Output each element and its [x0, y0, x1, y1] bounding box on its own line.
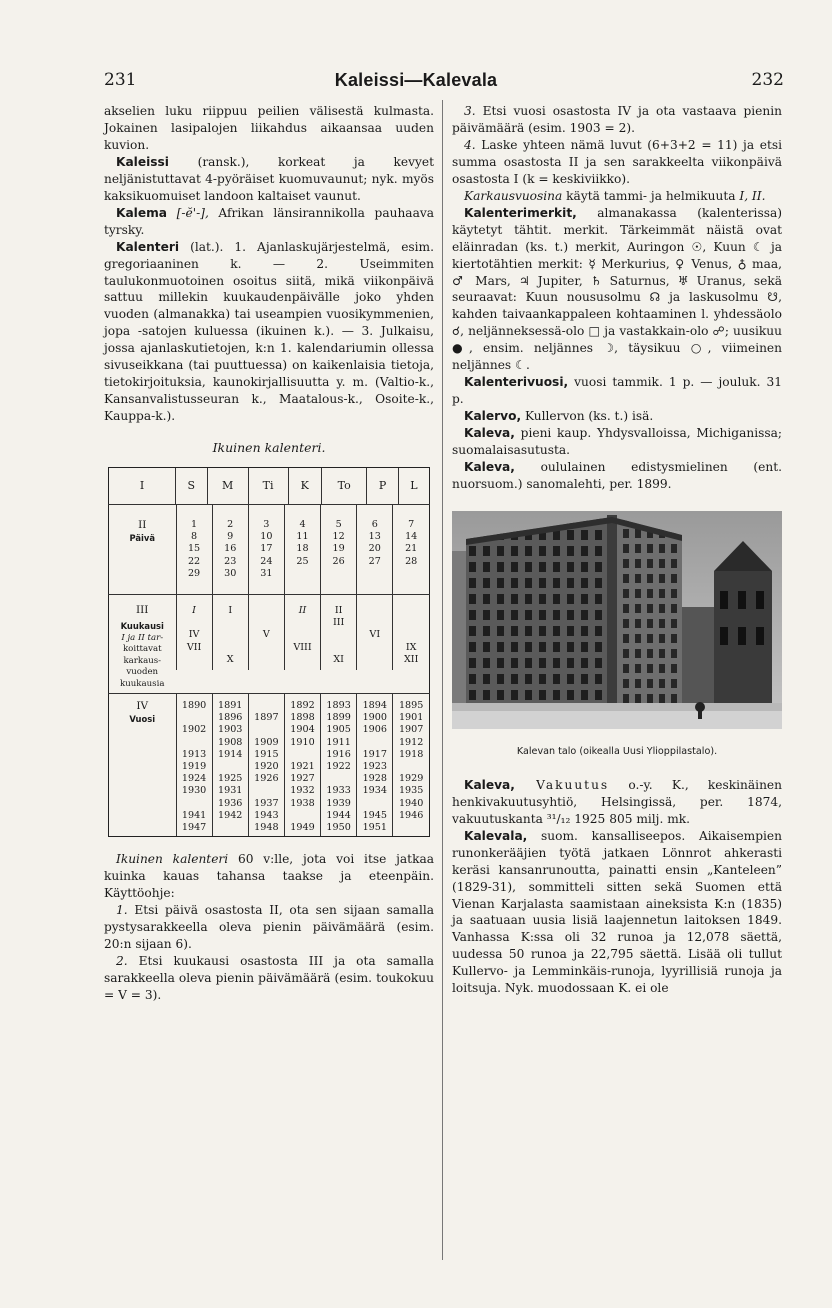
table-cell: 1926 — [248, 773, 284, 785]
table-cell: 13 — [357, 531, 393, 543]
page-number-left: 231 — [104, 70, 137, 90]
years-row — [176, 798, 429, 810]
table-cell — [393, 617, 429, 629]
months-row — [176, 642, 429, 654]
perpetual-calendar-table — [108, 467, 430, 837]
table-cell: 1914 — [212, 749, 248, 761]
section-sublabel: kuukausia — [120, 678, 165, 689]
entry-term: Kaleissi — [116, 154, 169, 169]
entry-term: Kaleva, — [464, 460, 515, 475]
table-cell: II — [321, 595, 357, 617]
entry-text: suom. kansalliseepos. Aikaisempien runonkerääjien työtä jatkaen Lönnrot ahkerasti keräsi kansanrunoutta, painatti ensin „Kanteleen” (1829-31), sommitteli sitten sekä Suomen että Vienan Karjalasta saamistaan aineksista K:n (1835) ja saatuaan uusia lisiä laajennetun laitoksen 1849. Vanhassa K:ssa oli 32 runoa ja 12,078 säettä, uudessa 50 runoa ja 22,795 säettä. Lisää oli tullut Kullervo- ja Lemminkäis-runoja, lyyrillisiä runoja ja loitsuja. Nyk. muodossaan K. ei ole — [452, 828, 782, 996]
table-cell: 23 — [212, 556, 248, 568]
table-cell: 1927 — [284, 773, 320, 785]
table-cell: 26 — [321, 556, 357, 568]
leap-year-note — [452, 188, 782, 205]
table-cell: 1924 — [176, 773, 212, 785]
months-row — [176, 629, 429, 641]
table-cell: 1899 — [321, 712, 357, 724]
section-numeral: III — [136, 604, 149, 617]
table-cell — [321, 568, 357, 594]
table-cell: 1907 — [393, 724, 429, 736]
table-cell — [321, 642, 357, 654]
table-cell: 15 — [176, 543, 212, 555]
table-cell: 1932 — [284, 785, 320, 797]
photo-caption: Kalevan talo (oikealla Uusi Ylioppilastalo). — [516, 745, 718, 757]
table-cell: 1920 — [248, 761, 284, 773]
table-cell: 9 — [212, 531, 248, 543]
section-sublabel: vuoden — [126, 667, 159, 678]
table-cell: 1901 — [393, 712, 429, 724]
table-cell: 24 — [248, 556, 284, 568]
table-cell: 1925 — [212, 773, 248, 785]
header-cell: M — [207, 468, 248, 505]
entry-text: almanakassa (kalenterissa) käytetyt tähtit. merkit. Tärkeimmät näistä ovat eläinradan (ks. t.) merkit, Auringon ☉, Kuun ☾ ja kiertotähtien merkit: ☿ Merkurius, ♀ Venus, ♁ maa, ♂ Mars, ♃ Jupiter, ♄ Saturnus, ♅ Uranus, sekä seuraavat: Kuun noususolmu ☊ ja laskusolmu ☋, kahden taivaankappaleen kohtaaminen l. yhdessäolo ☌, neljänneksessä-olo □ ja vastakkain-olo ☍; uusikuu ●, ensim. neljännes ☽, täysikuu ○, viimeinen neljännes ☾. — [452, 205, 782, 373]
table-cell: 8 — [176, 531, 212, 543]
table-cell: 1945 — [357, 810, 393, 822]
entry-text: oululainen edistysmielinen (ent. nuorsuom.) sanomalehti, per. 1899. — [452, 460, 782, 491]
emphasis: I, II. — [739, 188, 766, 203]
table-cell: 22 — [176, 556, 212, 568]
table-cell — [357, 654, 393, 670]
section-sublabel: I ja II tar- — [121, 632, 164, 643]
entry-text: (lat.). 1. Ajanlaskujärjestelmä, esim. gregoriaaninen k. — 2. Useimmiten taulukonmuotoinen osoitus siitä, mikä viikonpäivä sattuu millekin kuukaudenpäivälle joko yhden vuoden (almanakka) tai useampien vuosikymmenien, jopa -satojen kuluessa (ikuinen k.). — 3. Julkaisu, jossa ajanlaskutietojen, k:n 1. kalendariumin ollessa sivuseikkana (tai puuttuessa) on kaikenlaisia tietoja, tietokirjoituksia, kaunokirjallisuutta y. m. (Valtio-k., Kansanvalistusseuran k., Maatalous-k., Osoite-k., Kauppa-k.). — [104, 239, 434, 424]
entry-kaleissi — [104, 154, 434, 205]
table-cell: 1910 — [284, 737, 320, 749]
table-cell: 1941 — [176, 810, 212, 822]
table-cell: V — [248, 629, 284, 641]
years-row — [176, 694, 429, 712]
table-cell: I — [212, 595, 248, 617]
entry-term: Kalenterimerkit, — [464, 205, 577, 220]
header-cell: Ti — [248, 468, 288, 505]
years-row — [176, 822, 429, 836]
table-cell: 20 — [357, 543, 393, 555]
table-cell: 25 — [284, 556, 320, 568]
table-cell: IX — [393, 642, 429, 654]
table-cell — [393, 629, 429, 641]
table-cell: VII — [176, 642, 212, 654]
table-cell — [393, 822, 429, 836]
years-grid — [176, 693, 430, 836]
table-cell — [212, 617, 248, 629]
days-row — [176, 505, 429, 531]
spaced-word: Vakuutus — [514, 777, 610, 792]
note-text: käytä tammi- ja helmikuuta — [562, 188, 740, 203]
step-number: 1. — [116, 903, 128, 918]
table-cell: 11 — [284, 531, 320, 543]
table-cell — [212, 642, 248, 654]
table-cell: 1951 — [357, 822, 393, 836]
table-cell: 1950 — [321, 822, 357, 836]
table-cell: 1912 — [393, 737, 429, 749]
step-number: 4. — [464, 137, 476, 152]
section-sublabel: Kuukausi — [120, 621, 164, 632]
table-cell: 1905 — [321, 724, 357, 736]
table-cell: VI — [357, 629, 393, 641]
table-cell: X — [212, 654, 248, 670]
table-cell: 29 — [176, 568, 212, 594]
continuation-paragraph: akselien luku riippuu peilien välisestä kulmasta. Jokainen lasipalojen liikahdus aikaansaa uuden kuvion. — [104, 104, 434, 152]
table-cell: II — [284, 595, 320, 617]
table-cell — [176, 654, 212, 670]
usage-step-1 — [104, 902, 434, 953]
entry-text: Afrikan länsirannikolla pauhaava tyrsky. — [104, 205, 434, 237]
table-cell: 1942 — [212, 810, 248, 822]
usage-step-3 — [452, 103, 782, 137]
section-label — [109, 693, 176, 836]
entry-text: vuosi tammik. 1 p. — jouluk. 31 p. — [452, 375, 782, 407]
table-cell: 1904 — [284, 724, 320, 736]
page-number-right: 232 — [751, 70, 784, 90]
table-cell: 30 — [212, 568, 248, 594]
table-cell — [357, 568, 393, 594]
step-text: Etsi kuukausi osastosta III ja ota samalla sarakkeella oleva pienin päivämäärä (esim. toukokuu = V = 3). — [104, 953, 434, 1002]
table-cell: 12 — [321, 531, 357, 543]
header-cell: To — [321, 468, 367, 505]
table-cell: XI — [321, 654, 357, 670]
table-cell — [284, 629, 320, 641]
table-cell: 1933 — [321, 785, 357, 797]
table-cell: XII — [393, 654, 429, 670]
table-cell: 1944 — [321, 810, 357, 822]
table-cell: 14 — [393, 531, 429, 543]
header-cell: P — [367, 468, 398, 505]
section-sublabel: Vuosi — [129, 713, 156, 724]
section-days — [109, 505, 430, 595]
emphasis: Karkausvuosina — [464, 188, 563, 203]
section-label — [109, 595, 176, 694]
entry-text: o.-y. K., keskinäinen henkivakuutusyhtiö, Helsingissä, per. 1874, vakuutuskanta ³¹/₁₂ 1925 805 milj. mk. — [452, 777, 782, 826]
table-cell: 1936 — [212, 798, 248, 810]
table-cell: 6 — [357, 505, 393, 531]
section-numeral: IV — [136, 699, 149, 712]
table-cell: 1937 — [248, 798, 284, 810]
table-cell: 2 — [212, 505, 248, 531]
table-cell: 1909 — [248, 737, 284, 749]
table-cell: 5 — [321, 505, 357, 531]
table-cell: 1949 — [284, 822, 320, 836]
building-photo — [452, 511, 782, 729]
table-cell: 1947 — [176, 822, 212, 836]
step-number: 2. — [116, 953, 128, 968]
table-cell — [248, 724, 284, 736]
table-cell: I — [176, 595, 212, 617]
days-row — [176, 568, 429, 594]
entry-text: pieni kaup. Yhdysvalloissa, Michiganissa; suomalaisasutusta. — [452, 426, 782, 458]
days-row-subtable — [176, 505, 430, 594]
years-row — [176, 712, 429, 724]
table-caption: Ikuinen kalenteri. — [212, 440, 326, 456]
entry-kaleva-insurance — [452, 777, 782, 828]
section-sublabel: koittavat — [122, 644, 162, 655]
years-row — [176, 810, 429, 822]
table-cell: 1940 — [393, 798, 429, 810]
usage-step-4 — [452, 137, 782, 188]
table-cell — [176, 712, 212, 724]
section-numeral: II — [138, 519, 147, 532]
table-cell: 1895 — [393, 694, 429, 712]
years-row — [176, 761, 429, 773]
table-cell: 18 — [284, 543, 320, 555]
table-cell: 1929 — [393, 773, 429, 785]
table-cell — [357, 642, 393, 654]
days-grid — [176, 505, 430, 595]
table-cell: 1911 — [321, 737, 357, 749]
table-cell: 27 — [357, 556, 393, 568]
table-cell — [357, 737, 393, 749]
entry-term: Kalervo, — [464, 409, 522, 424]
table-cell — [284, 617, 320, 629]
years-row-subtable — [176, 694, 430, 836]
left-column — [104, 103, 434, 1004]
usage-step-2 — [104, 953, 434, 1004]
entry-term: Kalevala, — [464, 828, 528, 843]
table-cell: 1931 — [212, 785, 248, 797]
table-cell: 1896 — [212, 712, 248, 724]
section-label — [109, 505, 176, 595]
column-divider — [442, 100, 443, 1260]
years-row — [176, 724, 429, 736]
table-cell — [393, 761, 429, 773]
header-cell: S — [176, 468, 208, 505]
entry-term: Kalema — [116, 205, 168, 220]
days-row — [176, 556, 429, 568]
table-cell — [248, 654, 284, 670]
table-cell: 1943 — [248, 810, 284, 822]
months-row-subtable — [176, 595, 430, 670]
usage-text: 60 v:lle, jota voi itse jatkaa kuinka kauas tahansa taakse ja eteenpäin. Käyttöohje: — [104, 852, 434, 901]
table-header-row — [109, 468, 430, 505]
table-cell — [284, 654, 320, 670]
table-cell: 19 — [321, 543, 357, 555]
header-cell: L — [398, 468, 429, 505]
table-cell: 1946 — [393, 810, 429, 822]
table-cell — [248, 785, 284, 797]
header-cell: K — [288, 468, 321, 505]
entry-kalenterimerkit — [452, 205, 782, 375]
table-cell: 1913 — [176, 749, 212, 761]
months-row — [176, 654, 429, 670]
table-cell — [393, 595, 429, 617]
table-cell: 17 — [248, 543, 284, 555]
table-cell: 1934 — [357, 785, 393, 797]
table-cell: 1 — [176, 505, 212, 531]
table-cell — [176, 617, 212, 629]
table-cell: 1939 — [321, 798, 357, 810]
table-cell: 1890 — [176, 694, 212, 712]
table-cell: 4 — [284, 505, 320, 531]
entry-text: (ransk.), korkeat ja kevyet neljänistuttavat 4-pyöräiset kuomuvaunut; nyk. myös kaksikuomuiset landoon kaltaiset vaunut. — [104, 154, 434, 203]
table-cell: 28 — [393, 556, 429, 568]
entry-kaleva-newspaper — [452, 459, 782, 493]
table-cell — [248, 617, 284, 629]
table-cell — [248, 694, 284, 712]
table-cell: 1919 — [176, 761, 212, 773]
emphasis: Ikuinen kalenteri — [116, 852, 229, 867]
table-cell — [357, 595, 393, 617]
table-cell — [284, 568, 320, 594]
table-cell: 31 — [248, 568, 284, 594]
table-cell — [212, 629, 248, 641]
entry-kalevala — [452, 828, 782, 998]
table-cell: 1923 — [357, 761, 393, 773]
step-text: Etsi päivä osastosta II, ota sen sijaan samalla pystysarakkeella oleva pienin päivämäärä (esim. 20:n sijaan 6). — [104, 903, 434, 951]
table-cell — [248, 642, 284, 654]
table-cell: 1922 — [321, 761, 357, 773]
table-cell: 1903 — [212, 724, 248, 736]
table-cell — [321, 629, 357, 641]
table-cell: 16 — [212, 543, 248, 555]
section-sublabel: karkaus- — [123, 655, 162, 666]
entry-term: Kaleva, — [464, 426, 515, 441]
years-row — [176, 749, 429, 761]
days-row — [176, 543, 429, 555]
table-cell: 1928 — [357, 773, 393, 785]
step-text: Laske yhteen nämä luvut (6+3+2 = 11) ja etsi summa osastosta II ja sen sarakkeelta viikonpäivä osastosta I (k = keskiviikko). — [452, 137, 782, 186]
table-cell: 1906 — [357, 724, 393, 736]
table-cell: 1892 — [284, 694, 320, 712]
table-cell: 1916 — [321, 749, 357, 761]
pronunciation: [-ĕ'-], — [167, 205, 219, 220]
entry-kalenteri — [104, 239, 434, 425]
table-cell: 10 — [248, 531, 284, 543]
entry-kalema — [104, 205, 434, 239]
months-row — [176, 617, 429, 629]
entry-term: Kaleva, — [464, 777, 515, 792]
table-cell: 1891 — [212, 694, 248, 712]
table-cell: 1921 — [284, 761, 320, 773]
table-cell — [176, 798, 212, 810]
table-cell: VIII — [284, 642, 320, 654]
table-cell — [357, 617, 393, 629]
entry-kalenterivuosi — [452, 374, 782, 408]
usage-intro — [104, 851, 434, 902]
table-cell: 1948 — [248, 822, 284, 836]
months-grid — [176, 595, 430, 694]
table-cell: 1917 — [357, 749, 393, 761]
table-cell — [176, 737, 212, 749]
table-cell: 1893 — [321, 694, 357, 712]
section-years — [109, 693, 430, 836]
table-cell — [212, 761, 248, 773]
step-number: 3. — [464, 104, 476, 118]
entry-term: Kalenterivuosi, — [464, 375, 569, 390]
table-cell: III — [321, 617, 357, 629]
running-title: Kaleissi—Kalevala — [334, 70, 498, 90]
entry-kalervo — [452, 408, 782, 425]
years-row — [176, 785, 429, 797]
table-cell — [284, 749, 320, 761]
table-cell: 1894 — [357, 694, 393, 712]
header-cell: I — [109, 468, 176, 505]
right-column — [452, 103, 782, 997]
table-cell: 1902 — [176, 724, 212, 736]
table-cell — [321, 773, 357, 785]
table-cell: 1897 — [248, 712, 284, 724]
months-row — [176, 595, 429, 617]
section-sublabel: Päivä — [129, 533, 156, 544]
table-cell: 1930 — [176, 785, 212, 797]
table-cell — [248, 595, 284, 617]
table-cell: 21 — [393, 543, 429, 555]
table-cell: 1915 — [248, 749, 284, 761]
days-row — [176, 531, 429, 543]
table-cell: 1900 — [357, 712, 393, 724]
table-cell: IV — [176, 629, 212, 641]
table-cell — [284, 810, 320, 822]
table-cell: 3 — [248, 505, 284, 531]
entry-text: Kullervon (ks. t.) isä. — [521, 409, 654, 424]
table-cell — [357, 798, 393, 810]
table-cell: 1938 — [284, 798, 320, 810]
table-cell: 1918 — [393, 749, 429, 761]
entry-term: Kalenteri — [116, 239, 180, 254]
table-cell — [212, 822, 248, 836]
table-cell — [393, 568, 429, 594]
table-cell: 7 — [393, 505, 429, 531]
years-row — [176, 773, 429, 785]
section-months — [109, 595, 430, 694]
table-cell: 1898 — [284, 712, 320, 724]
entry-kaleva-town — [452, 425, 782, 459]
years-row — [176, 737, 429, 749]
step-text: Etsi vuosi osastosta IV ja ota vastaava pienin päivämäärä (esim. 1903 = 2). — [452, 104, 782, 135]
table-cell: 1908 — [212, 737, 248, 749]
table-cell: 1935 — [393, 785, 429, 797]
